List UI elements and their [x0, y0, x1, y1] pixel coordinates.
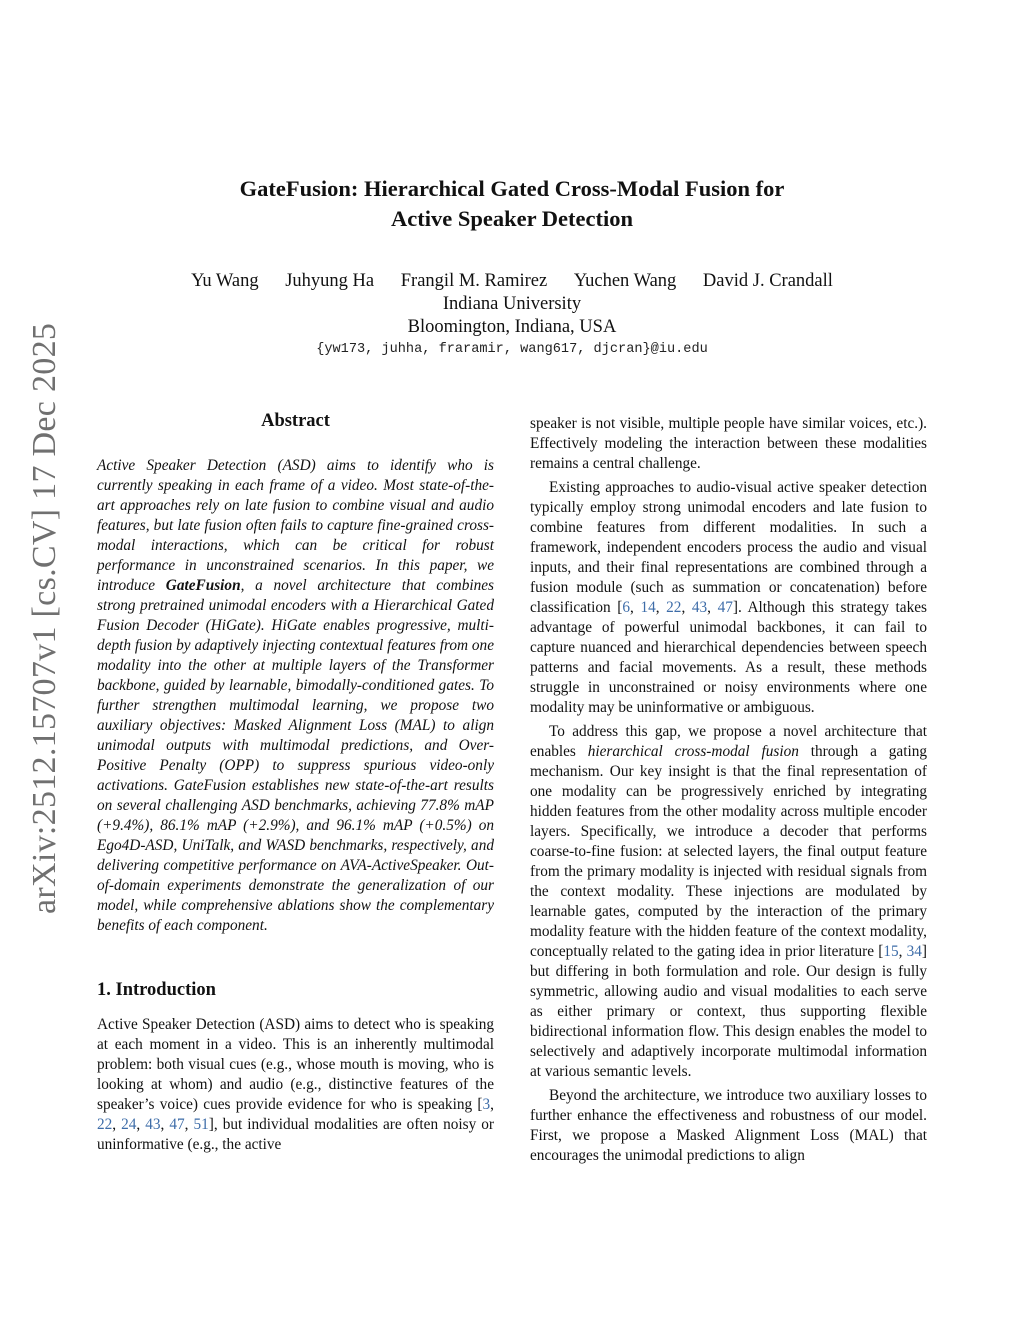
citation-link[interactable]: 47 [169, 1116, 185, 1133]
citation-link[interactable]: 3 [482, 1096, 491, 1113]
arxiv-identifier-stamp: arXiv:2512.15707v1 [cs.CV] 17 Dec 2025 [26, 322, 63, 914]
body-text: To address this gap, we propose a novel architecture that enables [530, 723, 927, 760]
body-text: Existing approaches to audio-visual active speaker detection typically employ strong unimodal encoders and late fusion to combine features from different modalities. In such a framework, independent encoders process the audio and visual inputs, and their final representations are combined through a fusion module (such as summation or concatenation) before classification [ [530, 479, 927, 616]
citation-link[interactable]: 6 [622, 599, 631, 616]
emphasis-text: hierarchical cross-modal fusion [587, 743, 799, 760]
body-paragraph: speaker is not visible, multiple people have similar voices, etc.). Effectively modeling the interaction between these modalities remains a central challenge. [530, 415, 927, 472]
affiliation: Indiana University [442, 294, 582, 314]
author-name: Yuchen Wang [573, 271, 677, 291]
author-emails: {yw173, juhha, fraramir, wang617, djcran}@iu.edu [316, 342, 708, 357]
citation-link[interactable]: 22 [97, 1116, 113, 1133]
abstract-text [97, 456, 494, 936]
section-heading-introduction: 1. Introduction [97, 980, 216, 1000]
body-text: ]. Although this strategy takes advantage of powerful unimodal backbones, it can fail to capture nuanced and hierarchical dependencies between speech patterns and facial movements. As a result, these methods struggle in unconstrained or noisy environments where one modality may be uninformative or ambiguous. [530, 599, 927, 716]
paper-title [0, 174, 1024, 234]
title-line-2: Active Speaker Detection [390, 206, 634, 231]
method-name-emphasis: GateFusion [165, 577, 241, 594]
intro-text: ], but individual modalities are often noisy or uninformative (e.g., the active [97, 1116, 494, 1153]
citation-link[interactable]: 51 [193, 1116, 209, 1133]
intro-text: Active Speaker Detection (ASD) aims to detect who is speaking at each moment in a video. This is an inherently multimodal problem: both visual cues (e.g., whose mouth is moving, who is looking at whom) and audio (e.g., distinctive features of the speaker’s voice) cues provide evidence for who is speaking [ [97, 1016, 494, 1113]
abstract-heading: Abstract [261, 411, 330, 431]
right-column [530, 414, 927, 1166]
left-column [97, 408, 494, 1155]
citation-link[interactable]: 22 [666, 599, 682, 616]
author-list [0, 270, 1024, 293]
author-name: Yu Wang [191, 271, 259, 291]
author-block [0, 270, 1024, 361]
location: Bloomington, Indiana, USA [407, 317, 617, 337]
citation-link[interactable]: 24 [121, 1116, 137, 1133]
author-name: Juhyung Ha [285, 271, 375, 291]
body-paragraph: Beyond the architecture, we introduce two auxiliary losses to further enhance the effectiveness and robustness of our model. First, we propose a Masked Alignment Loss (MAL) that encourages the unimodal predictions to align [530, 1087, 927, 1164]
author-name: David J. Crandall [702, 271, 833, 291]
citation-link[interactable]: 43 [145, 1116, 161, 1133]
author-name: Frangil M. Ramirez [400, 271, 548, 291]
body-paragraph: Existing approaches to audio-visual active speaker detection typically employ strong unimodal encoders and late fusion to combine features from different modalities. In such a framework, independent encoders process the audio and visual inputs, and their final representations are combined through a fusion module (such as summation or concatenation) before classification [6, 14, 22, 43, 47]. Although this strategy takes advantage of powerful unimodal backbones, it can fail to capture nuanced and hierarchical dependencies between speech patterns and facial movements. As a result, these methods struggle in unconstrained or noisy environments where one modality may be uninformative or ambiguous. [530, 479, 927, 716]
citation-link[interactable]: 43 [691, 599, 708, 616]
body-text: ] but differing in both formulation and role. Our design is fully symmetric, allowing audio and visual modalities to each serve as either primary or context, thus supporting flexible bidirectional information flow. This design enables the model to selectively and adaptively incorporate multimodal information at various semantic levels. [530, 943, 927, 1080]
intro-paragraph: Active Speaker Detection (ASD) aims to detect who is speaking at each moment in a video. This is an inherently multimodal problem: both visual cues (e.g., whose mouth is moving, who is looking at whom) and audio (e.g., distinctive features of the speaker’s voice) cues provide evidence for who is speaking [3, 22, 24, 43, 47, 51], but individual modalities are often noisy or uninformative (e.g., the active [97, 1016, 494, 1153]
title-line-1: GateFusion: Hierarchical Gated Cross-Modal Fusion for [239, 176, 785, 201]
citation-link[interactable]: 15 [883, 943, 899, 960]
abstract-text-start: Active Speaker Detection (ASD) aims to identify who is currently speaking in each frame of a video. Most state-of-the-art approaches rely on late fusion to combine visual and audio features, but late fusion often fails to capture fine-grained cross-modal interactions, which can be critical for robust performance in unconstrained scenarios. In this paper, we introduce [97, 457, 494, 594]
citation-link[interactable]: 47 [717, 599, 733, 616]
body-text: through a gating mechanism. Our key insight is that the final representation of one modality can be progressively enriched by integrating hidden features from the other modality across multiple encoder layers. Specifically, we introduce a decoder that performs coarse-to-fine fusion: at selected layers, the final output feature from the primary modality is injected with residual signals from the context modality. These injections are modulated by learnable gates, computed by the interaction of the primary modality feature with the hidden feature of the context modality, conceptually related to the gating idea in prior literature [ [530, 743, 927, 960]
abstract-text-rest: , a novel architecture that combines strong pretrained unimodal encoders with a Hierarchical Gated Fusion Decoder (HiGate). HiGate enables progressive, multi-depth fusion by adaptively injecting contextual features from one modality into the other at multiple layers of the Transformer backbone, guided by learnable, bimodally-conditioned gates. To further strengthen multimodal learning, we propose two auxiliary objectives: Masked Alignment Loss (MAL) to align unimodal outputs with multimodal predictions, and Over-Positive Penalty (OPP) to suppress spurious video-only activations. GateFusion establishes new state-of-the-art results on several challenging ASD benchmarks, achieving 77.8% mAP (+9.4%), 86.1% mAP (+2.9%), and 96.1% mAP (+0.5%) on Ego4D-ASD, UniTalk, and WASD benchmarks, respectively, and delivering competitive performance on AVA-ActiveSpeaker. Out-of-domain experiments demonstrate the generalization of our model, while comprehensive ablations show the complementary benefits of each component. [97, 577, 494, 934]
body-paragraph: To address this gap, we propose a novel architecture that enables hierarchical cross-modal fusion through a gating mechanism. Our key insight is that the final representation of one modality can be progressively enriched by integrating hidden features from the other modality across multiple encoder layers. Specifically, we introduce a decoder that performs coarse-to-fine fusion: at selected layers, the final output feature from the primary modality is injected with residual signals from the context modality. These injections are modulated by learnable gates, computed by the interaction of the primary modality feature with the hidden feature of the context modality, conceptually related to the gating idea in prior literature [15, 34] but differing in both formulation and role. Our design is fully symmetric, allowing audio and visual modalities to each serve as either primary or context, thus supporting flexible bidirectional information flow. This design enables the model to selectively and adaptively incorporate multimodal information at various semantic levels. [530, 723, 927, 1080]
citation-link[interactable]: 14 [640, 599, 656, 616]
citation-link[interactable]: 34 [906, 943, 922, 960]
